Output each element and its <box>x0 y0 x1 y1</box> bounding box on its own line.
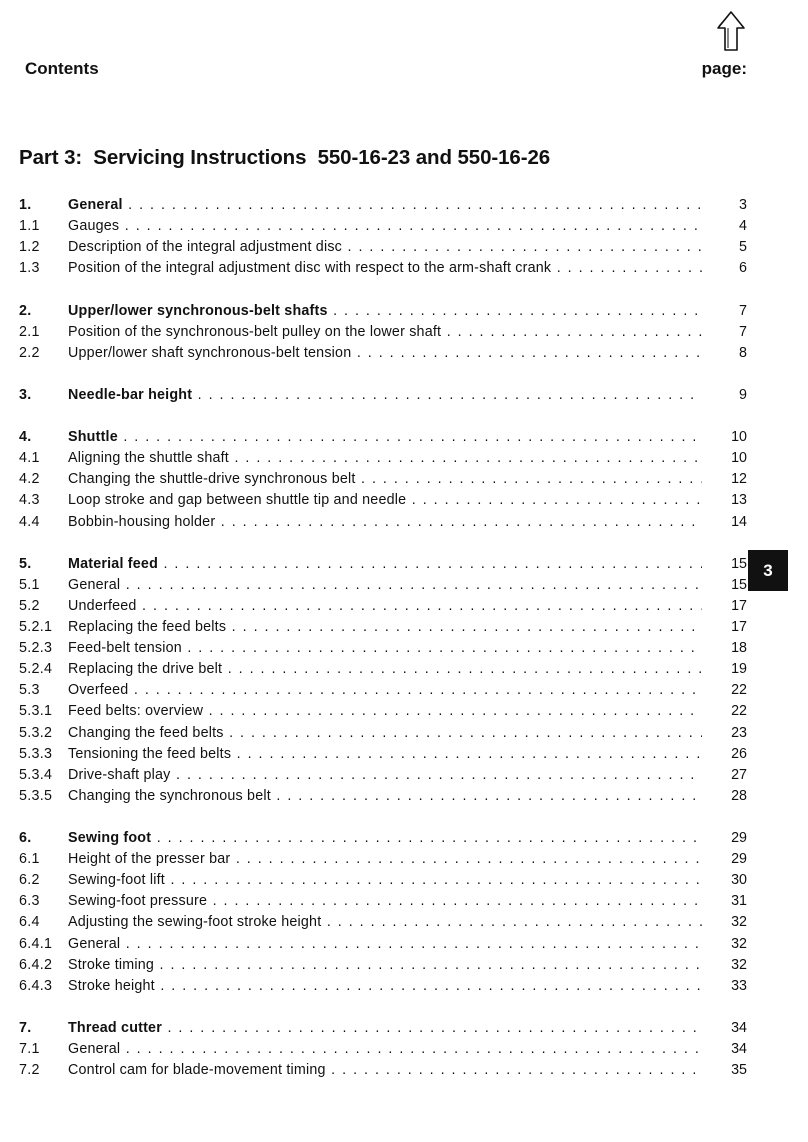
toc-entry-number: 5.3.3 <box>19 745 53 762</box>
toc-entry-title: Feed belts: overview <box>68 703 204 720</box>
toc-entry-leader <box>68 448 702 468</box>
toc-entry-page: 4 <box>739 218 747 235</box>
toc-entry[interactable] <box>0 301 808 321</box>
toc-entry-leader <box>68 912 702 932</box>
toc-entry-leader <box>68 934 702 954</box>
toc-entry-leader <box>68 849 702 869</box>
toc-entry[interactable] <box>0 976 808 996</box>
toc-entry-title: Changing the feed belts <box>68 724 224 741</box>
toc-entry-page: 28 <box>731 787 747 804</box>
toc-entry-leader <box>68 575 702 595</box>
toc-entry-leader <box>68 786 702 806</box>
toc-entry-title: Material feed <box>68 555 159 572</box>
toc-entry-title: Replacing the feed belts <box>68 619 227 635</box>
toc-entry[interactable] <box>0 554 808 574</box>
toc-entry-page: 8 <box>739 344 747 361</box>
toc-entry-leader <box>68 1060 702 1080</box>
toc-entry[interactable] <box>0 912 808 932</box>
toc-entry-number: 7.1 <box>19 1041 40 1057</box>
toc-entry-leader <box>68 744 702 764</box>
toc-entry-title: Drive-shaft play <box>68 766 171 783</box>
toc-entry-number: 5.3.1 <box>19 703 53 720</box>
toc-entry-title: Position of the synchronous-belt pulley on the lower shaft <box>68 323 442 340</box>
toc-entry-title: Adjusting the sewing-foot stroke height <box>68 914 322 931</box>
toc-entry-number: 3. <box>19 386 32 403</box>
toc-entry-leader <box>68 955 702 975</box>
toc-entry-number: 4.4 <box>19 513 40 530</box>
toc-entry-leader <box>68 891 702 911</box>
toc-entry-title: Stroke timing <box>68 956 155 973</box>
toc-entry-page: 12 <box>731 471 747 488</box>
toc-entry-leader <box>68 385 702 405</box>
toc-entry-page: 19 <box>731 661 747 678</box>
toc-entry-title: Gauges <box>68 218 120 235</box>
chapter-tab[interactable]: 3 <box>748 550 788 591</box>
toc-entry-number: 5.3 <box>19 682 40 699</box>
toc-entry[interactable] <box>0 617 808 637</box>
toc-entry-number: 2.1 <box>19 323 40 340</box>
toc-entry-page: 30 <box>731 872 747 889</box>
toc-entry[interactable] <box>0 849 808 869</box>
toc-entry[interactable] <box>0 237 808 257</box>
toc-entry-page: 34 <box>731 1019 747 1036</box>
toc-entry-title: Bobbin-housing holder <box>68 513 216 530</box>
toc-entry-number: 4.3 <box>19 492 40 509</box>
toc-entry-title: Tensioning the feed belts <box>68 745 232 762</box>
toc-entry-number: 6.3 <box>19 893 40 910</box>
toc-entry[interactable] <box>0 934 808 954</box>
toc-entry[interactable] <box>0 1018 808 1038</box>
toc-entry[interactable] <box>0 744 808 764</box>
toc-entry-leader <box>68 765 702 785</box>
toc-entry-page: 9 <box>739 386 747 403</box>
toc-entry[interactable] <box>0 723 808 743</box>
toc-entry-title: Replacing the drive belt <box>68 661 223 678</box>
toc-entry-leader <box>68 490 702 510</box>
toc-entry[interactable] <box>0 828 808 848</box>
toc-entry-title: Changing the shuttle-drive synchronous belt <box>68 471 356 488</box>
toc-entry-leader <box>68 723 702 743</box>
toc-entry-number: 4.1 <box>19 450 40 467</box>
toc-entry[interactable] <box>0 490 808 510</box>
toc-entry-title: Changing the synchronous belt <box>68 787 271 804</box>
toc-entry[interactable] <box>0 385 808 405</box>
toc-entry-title: Control cam for blade-movement timing <box>68 1062 326 1079</box>
toc-entry-page: 3 <box>739 197 747 213</box>
toc-entry-number: 5.2.4 <box>19 661 53 678</box>
toc-entry-title: Sewing-foot lift <box>68 872 165 889</box>
toc-entry[interactable] <box>0 680 808 700</box>
toc-entry-title: General <box>68 197 123 213</box>
toc-entry-number: 1.3 <box>19 260 40 277</box>
toc-entry-page: 29 <box>731 830 747 846</box>
toc-entry-number: 5.2 <box>19 597 40 614</box>
toc-entry-title: Feed-belt tension <box>68 640 182 657</box>
toc-entry-number: 6.4.1 <box>19 935 53 952</box>
toc-entry-number: 5.1 <box>19 576 40 593</box>
toc-entry-leader <box>68 195 702 215</box>
toc-entry-number: 5. <box>19 555 32 572</box>
toc-entry[interactable] <box>0 891 808 911</box>
toc-entry-title: Sewing foot <box>68 830 152 846</box>
toc-entry-leader <box>68 870 702 890</box>
toc-entry-page: 15 <box>731 576 747 593</box>
contents-heading: Contents <box>25 59 99 78</box>
toc-entry-leader <box>68 216 702 236</box>
toc-entry-leader <box>68 512 702 532</box>
toc-entry-number: 2.2 <box>19 344 40 361</box>
toc-entry-leader <box>68 237 702 257</box>
toc-entry[interactable] <box>0 1060 808 1080</box>
toc-entry-number: 5.3.5 <box>19 787 53 804</box>
toc-entry-page: 29 <box>731 851 747 868</box>
toc-entry-page: 5 <box>739 239 747 256</box>
toc-entry-title: Underfeed <box>68 597 137 614</box>
toc-entry-number: 6.4.2 <box>19 956 53 973</box>
toc-entry[interactable] <box>0 258 808 278</box>
toc-entry[interactable] <box>0 786 808 806</box>
toc-entry-title: Description of the integral adjustment disc <box>68 239 343 256</box>
toc-entry-number: 1. <box>19 197 32 213</box>
toc-entry-page: 13 <box>731 492 747 509</box>
toc-entry-leader <box>68 828 702 848</box>
toc-entry-title: General <box>68 1041 121 1057</box>
toc-entry[interactable] <box>0 659 808 679</box>
toc-entry-number: 7.2 <box>19 1062 40 1079</box>
toc-entry-page: 32 <box>731 914 747 931</box>
toc-entry-leader <box>68 596 702 616</box>
toc-entry-number: 6.1 <box>19 851 40 868</box>
toc-entry-page: 6 <box>739 260 747 277</box>
toc-entry[interactable] <box>0 448 808 468</box>
toc-entry-page: 27 <box>731 766 747 783</box>
toc-entry-leader <box>68 1018 702 1038</box>
toc-entry[interactable] <box>0 195 808 215</box>
toc-entry-leader <box>68 427 702 447</box>
toc-entry-number: 6. <box>19 830 32 846</box>
toc-entry-page: 35 <box>731 1062 747 1079</box>
toc-entry-page: 17 <box>731 619 747 635</box>
toc-entry-page: 22 <box>731 682 747 699</box>
toc-entry-page: 10 <box>731 429 747 446</box>
toc-entry-title: Aligning the shuttle shaft <box>68 450 229 467</box>
toc-entry-number: 4.2 <box>19 471 40 488</box>
toc-entry[interactable] <box>0 512 808 532</box>
toc-entry-page: 32 <box>731 956 747 973</box>
toc-entry-number: 7. <box>19 1019 32 1036</box>
toc-entry-number: 5.3.4 <box>19 766 53 783</box>
toc-entry-number: 6.2 <box>19 872 40 889</box>
toc-entry-number: 5.2.1 <box>19 619 53 635</box>
toc-entry[interactable] <box>0 216 808 236</box>
toc-entry-page: 15 <box>731 555 747 572</box>
toc-entry-title: Stroke height <box>68 977 155 994</box>
up-arrow-icon[interactable] <box>716 10 746 52</box>
toc-entry-leader <box>68 638 702 658</box>
toc-entry-page: 31 <box>731 893 747 910</box>
toc-entry-title: General <box>68 935 121 952</box>
page-column-heading: page: <box>701 59 747 78</box>
toc-entry-page: 10 <box>731 450 747 467</box>
toc-entry-page: 33 <box>731 977 747 994</box>
toc-entry-leader <box>68 322 702 342</box>
toc-entry-page: 7 <box>739 302 747 319</box>
toc-entry-page: 34 <box>731 1041 747 1057</box>
toc-entry-number: 6.4.3 <box>19 977 53 994</box>
toc-entry-title: Position of the integral adjustment disc with respect to the arm-shaft crank <box>68 260 552 277</box>
toc-entry-title: Overfeed <box>68 682 129 699</box>
toc-entry[interactable] <box>0 469 808 489</box>
toc-entry-page: 17 <box>731 597 747 614</box>
toc-entry-title: Upper/lower shaft synchronous-belt tension <box>68 344 352 361</box>
toc-entry-title: General <box>68 576 121 593</box>
toc-entry[interactable] <box>0 701 808 721</box>
toc-entry[interactable] <box>0 596 808 616</box>
toc-entry-page: 32 <box>731 935 747 952</box>
toc-entry-number: 2. <box>19 302 32 319</box>
toc-entry-title: Height of the presser bar <box>68 851 231 868</box>
toc-entry-leader <box>68 1039 702 1059</box>
toc-entry-page: 23 <box>731 724 747 741</box>
toc-entry-title: Needle-bar height <box>68 386 193 403</box>
toc-entry-page: 14 <box>731 513 747 530</box>
toc-entry-leader <box>68 659 702 679</box>
toc-entry-number: 5.2.3 <box>19 640 53 657</box>
toc-entry-leader <box>68 701 702 721</box>
toc-entry-leader <box>68 469 702 489</box>
toc-entry-leader <box>68 554 702 574</box>
toc-entry[interactable] <box>0 765 808 785</box>
toc-entry[interactable] <box>0 322 808 342</box>
toc-entry[interactable] <box>0 638 808 658</box>
toc-entry-number: 1.2 <box>19 239 40 256</box>
toc-entry-title: Upper/lower synchronous-belt shafts <box>68 302 328 319</box>
toc-entry-number: 6.4 <box>19 914 40 931</box>
toc-entry-number: 5.3.2 <box>19 724 53 741</box>
toc-entry[interactable] <box>0 343 808 363</box>
toc-entry-title: Sewing-foot pressure <box>68 893 208 910</box>
toc-entry-leader <box>68 680 702 700</box>
toc-entry-title: Shuttle <box>68 429 118 446</box>
toc-entry[interactable] <box>0 870 808 890</box>
toc-entry-leader <box>68 976 702 996</box>
toc-entry[interactable] <box>0 955 808 975</box>
toc-entry[interactable] <box>0 427 808 447</box>
toc-entry-page: 7 <box>739 323 747 340</box>
toc-entry-number: 1.1 <box>19 218 40 235</box>
toc-entry-leader <box>68 343 702 363</box>
toc-entry[interactable] <box>0 575 808 595</box>
toc-entry-page: 26 <box>731 745 747 762</box>
toc-entry-leader <box>68 258 702 278</box>
toc-entry[interactable] <box>0 1039 808 1059</box>
part-title: Part 3: Servicing Instructions 550-16-23 and 550-16-26 <box>19 146 551 169</box>
toc-entry-page: 18 <box>731 640 747 657</box>
toc-entry-title: Loop stroke and gap between shuttle tip and needle <box>68 492 407 509</box>
toc-entry-title: Thread cutter <box>68 1019 162 1036</box>
toc-entry-leader <box>68 301 702 321</box>
toc-entry-number: 4. <box>19 429 32 446</box>
toc-entry-leader <box>68 617 702 637</box>
toc-entry-page: 22 <box>731 703 747 720</box>
